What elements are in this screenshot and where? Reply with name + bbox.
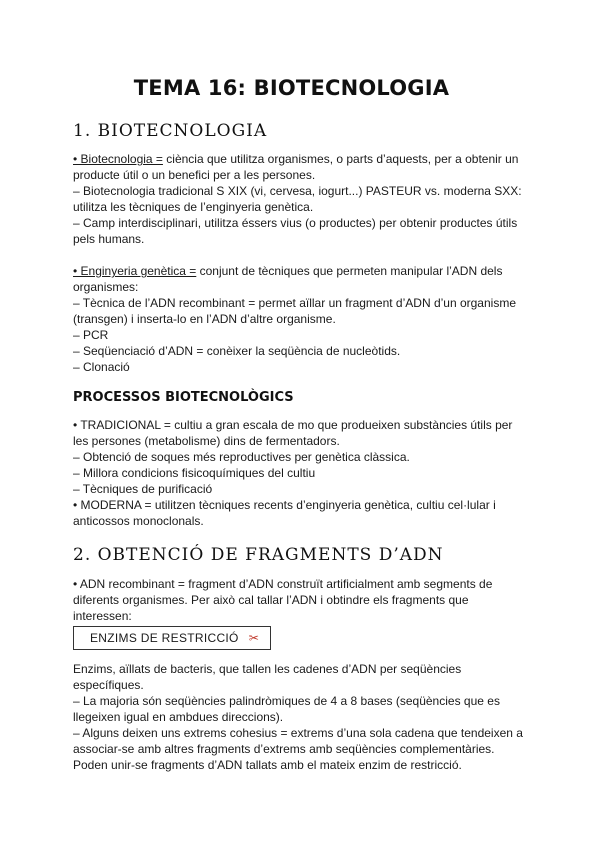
text-line: – Clonació [73, 360, 130, 374]
enzims-restriccio-box [73, 626, 271, 650]
text-line: – La majoria són seqüències palindròmiques de 4 a 8 bases (seqüències que es [73, 694, 500, 708]
text-line: interessen: [73, 609, 132, 623]
biotecnologia-definition [73, 151, 533, 247]
page-title: TEMA 16: BIOTECNOLOGIA [133, 76, 450, 100]
scissors-icon: ✂ [248, 631, 260, 645]
text-line-rest: ciència que utilitza organismes, o parts d’aquests, per a obtenir un [162, 152, 519, 166]
text-line: • ADN recombinant = fragment d’ADN construït artificialment amb segments de [73, 577, 493, 591]
text-line: diferents organismes. Per això cal tallar l’ADN i obtindre els fragments que [73, 593, 469, 607]
text-line: Enzims, aïllats de bacteris, que tallen les cadenes d’ADN per seqüències [73, 662, 462, 676]
enzims-restriccio-label: ENZIMS DE RESTRICCIÓ [90, 631, 239, 645]
text-line [73, 151, 533, 167]
text-line: – Tècniques de purificació [73, 482, 213, 496]
text-line: – Millora condicions fisicoquímiques del cultiu [73, 466, 316, 480]
text-line: utilitza les tècniques de l’enginyeria genètica. [73, 200, 314, 214]
text-line: • MODERNA = utilitzen tècniques recents d’enginyeria genètica, cultiu cel·lular i [73, 498, 496, 512]
text-line: – Biotecnologia tradicional S XIX (vi, cervesa, iogurt...) PASTEUR vs. moderna SXX: [73, 184, 522, 198]
text-line: – Camp interdisciplinari, utilitza éssers vius (o productes) per obtenir productes útils [73, 216, 518, 230]
text-line: associar-se amb altres fragments d’extrems amb seqüències complementàries. [73, 742, 495, 756]
text-line: producte útil o un benefici per a les persones. [73, 168, 316, 182]
text-line: – Tècnica de l’ADN recombinant = permet aïllar un fragment d’ADN d’un organisme [73, 296, 516, 310]
text-line: – Obtenció de soques més reproductives per genètica clàssica. [73, 450, 410, 464]
section-1-heading: 1. BIOTECNOLOGIA [73, 121, 268, 141]
section-2-heading: 2. OBTENCIÓ DE FRAGMENTS D’ADN [73, 545, 444, 565]
text-line: les persones (metabolisme) dins de fermentadors. [73, 434, 340, 448]
text-line: Poden unir-se fragments d’ADN tallats amb el mateix enzim de restricció. [73, 758, 462, 772]
text-line: – PCR [73, 328, 109, 342]
text-line: (transgen) i inserta-lo en l’ADN d’altre organisme. [73, 312, 336, 326]
text-line: pels humans. [73, 232, 145, 246]
text-line: – Seqüenciació d’ADN = conèixer la seqüència de nucleòtids. [73, 344, 401, 358]
adn-recombinant-intro [73, 576, 533, 624]
processos-heading: PROCESSOS BIOTECNOLÒGICS [73, 390, 294, 405]
processos-list [73, 417, 533, 529]
text-line-rest: conjunt de tècniques que permeten manipular l’ADN dels [196, 264, 503, 278]
text-line [73, 263, 533, 279]
enzims-description [73, 661, 533, 773]
text-line: específiques. [73, 678, 144, 692]
text-line: organismes: [73, 280, 139, 294]
text-line: anticossos monoclonals. [73, 514, 204, 528]
enginyeria-term: • Enginyeria genètica = [73, 264, 197, 278]
text-line: • TRADICIONAL = cultiu a gran escala de mo que produeixen substàncies útils per [73, 418, 513, 432]
text-line: – Alguns deixen uns extrems cohesius = extrems d’una sola cadena que tendeixen a [73, 726, 523, 740]
enginyeria-genetica-definition [73, 263, 533, 375]
text-line: llegeixen igual en ambdues direccions). [73, 710, 284, 724]
biotecnologia-term: • Biotecnologia = [73, 152, 163, 166]
